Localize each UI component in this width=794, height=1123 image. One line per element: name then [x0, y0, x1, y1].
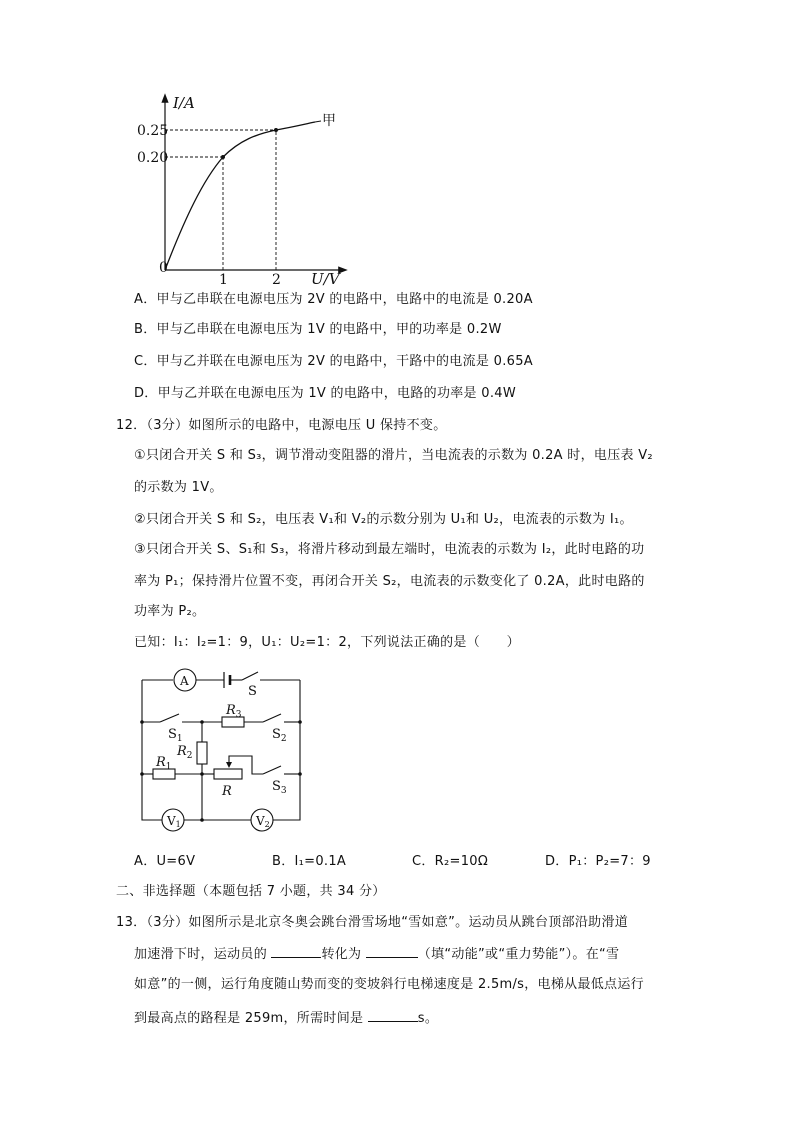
- q11-option-b: B．甲与乙串联在电源电压为 1V 的电路中，甲的功率是 0.2W: [134, 322, 502, 337]
- y-axis-label: I/A: [173, 94, 195, 112]
- q11-option-a: A．甲与乙串联在电源电压为 2V 的电路中，电路中的电流是 0.20A: [134, 292, 533, 307]
- q13-line3: 如意”的一侧，运行角度随山势而变的变坡斜行电梯速度是 2.5m/s，电梯从最低点运行: [134, 977, 644, 992]
- section-2-heading: 二、非选择题（本题包括 7 小题，共 34 分）: [116, 884, 386, 899]
- x-axis-label: U/V: [311, 270, 340, 288]
- curve-jia: [165, 122, 315, 270]
- curve-label-leader: [315, 121, 321, 122]
- q13-line2-part2: 转化为: [321, 947, 366, 962]
- x-tick-2: 2: [272, 272, 281, 288]
- q13-line4-part2: s。: [417, 1011, 439, 1026]
- switch-s-label: S: [248, 684, 257, 699]
- q12-option-a: A．U=6V: [134, 854, 196, 869]
- q12-cond2: ②只闭合开关 S 和 S₂，电压表 V₁和 V₂的示数分别为 U₁和 U₂，电流表的示数为 I₁。: [134, 512, 633, 527]
- q11-option-d: D．甲与乙并联在电源电压为 1V 的电路中，电路的功率是 0.4W: [134, 386, 516, 401]
- q13-blank-3[interactable]: [368, 1007, 418, 1022]
- q12-option-c: C．R₂=10Ω: [412, 854, 489, 869]
- q12-cond1-line2: 的示数为 1V。: [134, 480, 223, 495]
- q13-blank-2[interactable]: [366, 943, 418, 958]
- q12-cond3-line3: 功率为 P₂。: [134, 604, 206, 619]
- y-tick-020: 0.20: [137, 150, 169, 166]
- curve-label: 甲: [322, 113, 336, 129]
- q13-line4-part1: 到最高点的路程是 259m，所需时间是: [134, 1011, 368, 1026]
- point-1: [221, 155, 225, 159]
- y-tick-025: 0.25: [137, 123, 169, 139]
- ammeter-label: A: [180, 674, 189, 688]
- q13-blank-1[interactable]: [271, 943, 321, 958]
- q13-line2-part1: 加速滑下时，运动员的: [134, 947, 272, 962]
- x-tick-1: 1: [219, 272, 228, 288]
- q12-cond1-line1: ①只闭合开关 S 和 S₃，调节滑动变阻器的滑片，当电流表的示数为 0.2A 时，电压表 V₂: [134, 448, 653, 463]
- point-2: [274, 128, 278, 132]
- s3-label: $S_3$: [272, 779, 287, 796]
- q12-option-d: D．P₁：P₂=7：9: [545, 854, 651, 869]
- r1-label: $R_1$: [156, 755, 172, 772]
- q12-stem: 12．（3分）如图所示的电路中，电源电压 U 保持不变。: [116, 418, 447, 433]
- q12-known: 已知：I₁：I₂=1：9，U₁：U₂=1：2，下列说法正确的是（ ）: [134, 635, 520, 650]
- q12-option-b: B．I₁=0.1A: [272, 854, 347, 869]
- r-label: R: [222, 784, 232, 799]
- origin-label: 0: [159, 260, 168, 276]
- q11-option-c: C．甲与乙并联在电源电压为 2V 的电路中，干路中的电流是 0.65A: [134, 354, 533, 369]
- q12-cond3-line1: ③只闭合开关 S、S₁和 S₃，将滑片移动到最左端时，电流表的示数为 I₂，此时电路的功: [134, 542, 645, 557]
- iu-graph: [135, 88, 350, 288]
- q13-line1: 13．（3分）如图所示是北京冬奥会跳台滑雪场地“雪如意”。运动员从跳台顶部沿助滑道: [116, 915, 629, 930]
- s2-label: $S_2$: [272, 727, 287, 744]
- q13-line2-part3: （填“动能”或“重力势能”）。在“雪: [417, 947, 620, 962]
- r3-label: $R_3$: [226, 703, 242, 720]
- v2-label: V2: [256, 814, 270, 829]
- q13-line2: [134, 943, 619, 965]
- q13-line4: [134, 1007, 438, 1029]
- q12-cond3-line2: 率为 P₁；保持滑片位置不变，再闭合开关 S₂，电流表的示数变化了 0.2A，此时电路的: [134, 574, 645, 589]
- v1-label: V1: [167, 814, 181, 829]
- circuit-diagram: [132, 662, 312, 837]
- r2-label: $R_2$: [177, 744, 193, 761]
- s1-label: $S_1$: [168, 727, 183, 744]
